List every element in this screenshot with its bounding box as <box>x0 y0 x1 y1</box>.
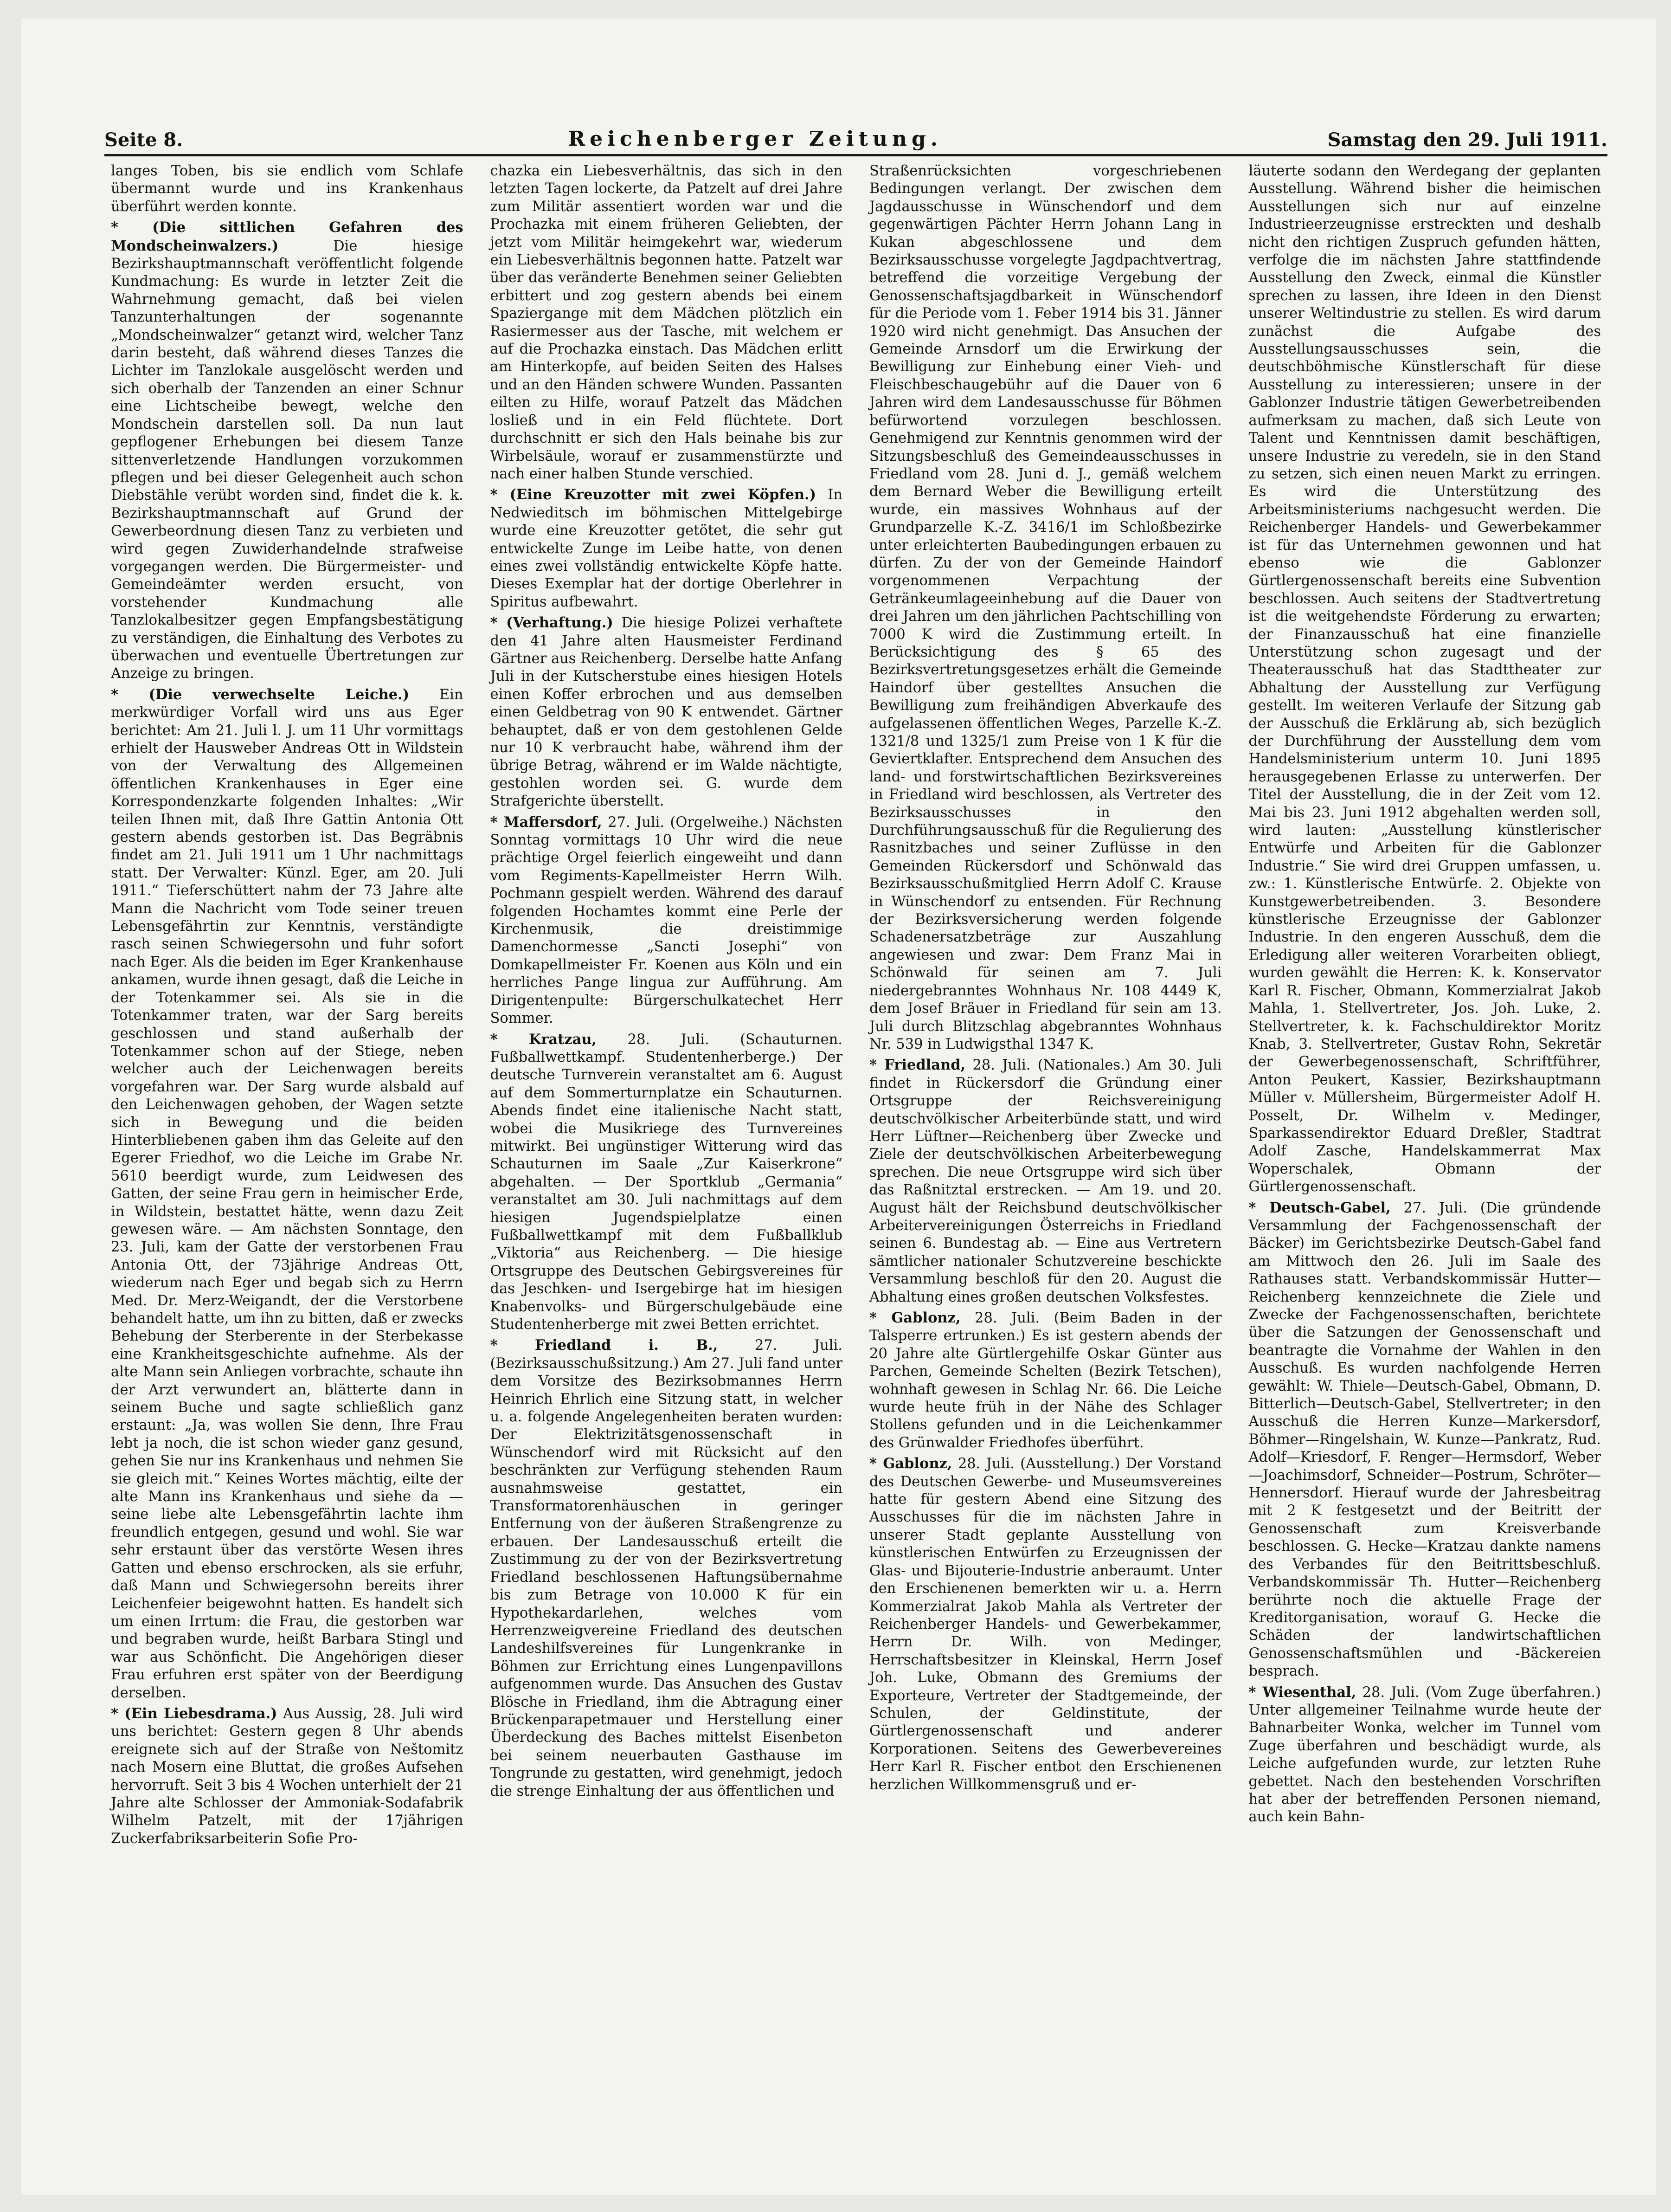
article-paragraph <box>490 162 843 483</box>
text-columns <box>104 162 1607 2172</box>
article <box>1249 162 1601 1196</box>
article-paragraph <box>1249 1683 1601 1826</box>
page-number: Seite 8. <box>104 129 183 151</box>
article <box>111 162 463 216</box>
article-text: 27. Juli. (Orgelweihe.) Nächsten Sonntag vormittags 10 Uhr wird die neue prächtige Orgel feierlich eingeweiht und dann vom Regiments-Kapellmeister Herrn Wilh. Pochmann gespielt werden. Während des darauf folgenden Hochamtes kommt eine Perle der Kirchenmusik, die dreistimmige Damenchormesse „Sancti Josephi“ von Domkapellmeister Fr. Koenen aus Köln und ein herrliches Pange lingua zur Aufführung. Am Dirigentenpulte: Bürgerschulkatechet Herr Sommer. <box>490 814 842 1027</box>
article <box>490 1336 843 1800</box>
article-text: Ein merkwürdiger Vorfall wird uns aus Eger berichtet: Am 21. Juli l. J. um 11 Uhr vormittags erhielt der Hausweber Andreas Ott in Wildstein von der Verwaltung des Allgemeinen öffentlichen Krankenhauses in Eger eine Korrespondenzkarte folgenden Inhaltes: „Wir teilen Ihnen mit, daß Ihre Gattin Antonia Ott gestern abends gestorben ist. Das Begräbnis findet am 21. Juli 1911 um 1 Uhr nachmittags statt. Der Verwalter: Künzl. Eger, am 20. Juli 1911.“ Tieferschüttert nahm der 73 Jahre alte Mann die Nachricht vom Tode seiner treuen Lebensgefährtin zur Kenntnis, verständigte rasch seinen Schwiegersohn und fuhr sofort nach Eger. Als die beiden im Eger Krankenhause ankamen, wurde ihnen gesagt, daß die Leiche in der Totenkammer sei. Als sie in die Totenkammer traten, war der Sarg bereits geschlossen und stand außerhalb der Totenkammer schon auf der Stiege, neben welcher auch der Leichenwagen bereits vorgefahren war. Der Sarg wurde alsbald auf den Leichenwagen gehoben, der Wagen setzte sich in Bewegung und die beiden Hinterbliebenen gaben ihm das Geleite auf den Egerer Friedhof, wo die Leiche im Grabe Nr. 5610 beerdigt wurde, zum Leidwesen des Gatten, der seine Frau gern in heimischer Erde, in Wildstein, bestattet hätte, wenn dazu Zeit gewesen wäre. — Am nächsten Sonntage, den 23. Juli, kam der Gatte der verstorbenen Frau Antonia Ott, der 73jährige Andreas Ott, wiederum nach Eger und begab sich zu Herrn Med. Dr. Merz-Weigandt, der die Verstorbene behandelt hatte, um ihn zu bitten, daß er zwecks Behebung der Sterberente in der Sterbekasse eine Krankheitsgeschichte aufnehme. Als der alte Mann sein Anliegen vorbrachte, schaute ihn der Arzt verwundert an, blätterte dann in seinem Buche und sagte schließlich ganz erstaunt: „Ja, was wollen Sie denn, Ihre Frau lebt ja noch, die ist schon wieder ganz gesund, gehen Sie nur ins Krankenhaus und nehmen Sie sie gleich mit.“ Keines Wortes mächtig, eilte der alte Mann ins Krankenhaus und siehe da — seine liebe alte Lebensgefährtin lachte ihm freundlich entgegen, gesund und wohl. Sie war sehr erstaunt über das verstörte Wesen ihres Gatten und ebenso erschrocken, als sie erfuhr, daß Mann und Schwiegersohn bereits ihrer Leichenfeier beigewohnt hatten. Es handelt sich um einen Irrtum: die Frau, die gestorben war und begraben wurde, heißt Barbara Stingl und war aus Schönficht. Die Angehörigen dieser Frau erfuhren erst später von der Beerdigung derselben. <box>111 686 463 1701</box>
article-heading: * Friedland i. B., <box>490 1337 718 1354</box>
article-heading: * Kratzau, <box>490 1031 597 1048</box>
article-paragraph <box>111 219 463 683</box>
article <box>490 486 843 611</box>
article <box>1249 1683 1601 1826</box>
article <box>869 1455 1222 1794</box>
article-text: Straßenrücksichten vorgeschriebenen Bedingungen verlangt. Der zwischen dem Jagdausschusse in Wünschendorf und dem gegenwärtigen Pächter Herrn Johann Lang in Kukan abgeschlossene und dem Bezirksausschusse vorgelegte Jagdpachtvertrag, betreffend die vorzeitige Vergebung der Genossenschaftsjagdbarkeit in Wünschendorf für die Periode vom 1. Feber 1914 bis 31. Jänner 1920 wird nicht genehmigt. Das Ansuchen der Gemeinde Arnsdorf um die Erwirkung der Bewilligung zur Einhebung einer Vieh- und Fleischbeschaugebühr auf die Dauer von 6 Jahren wird dem Landesausschusse für Böhmen befürwortend vorzulegen beschlossen. Genehmigend zur Kenntnis genommen wird der Sitzungsbeschluß des Gemeindeausschusses in Friedland vom 28. Juni d. J., gemäß welchem dem Bernard Weber die Bewilligung erteilt wurde, ein massives Wohnhaus auf der Grundparzelle K.-Z. 3416/1 im Schloßbezirke unter erleichterten Baubedingungen erbauen zu dürfen. Zu der von der Gemeinde Haindorf vorgenommenen Verpachtung der Getränkeumlageeinhebung auf die Dauer von drei Jahren um den jährlichen Pachtschilling von 7000 K wird die Zustimmung erteilt. In Berücksichtigung des § 65 des Bezirksvertretungsgesetzes erhält die Gemeinde Haindorf über gestelltes Ansuchen die Bewilligung zum freihändigen Abverkaufe des aufgelassenen öffentlichen Weges, Parzelle K.-Z. 1321/8 und 1325/1 zum Preise von 1 K für die Geviertklafter. Entsprechend dem Ansuchen des land- und forstwirtschaftlichen Bezirksvereines in Friedland wird beschlossen, als Vertreter des Bezirksausschusses in den Durchführungsausschuß für die Regulierung des Rasnitzbaches und seiner Zuflüsse in den Gemeinden Rückersdorf und Schönwald das Bezirksausschußmitglied Herrn Adolf C. Krause in Wünschendorf zu entsenden. Für Rechnung der Bezirksversicherung werden folgende Schadenersatzbeträge zur Auszahlung angewiesen und zwar: Dem Franz Mai in Schönwald für seinen am 7. Juli niedergebranntes Wohnhaus Nr. 108 4449 K, dem Josef Bräuer in Friedland für sein am 13. Juli durch Blitzschlag abgebranntes Wohnhaus Nr. 539 in Ludwigsthal 1347 K. <box>869 163 1222 1052</box>
article-text: Die hiesige Bezirkshauptmannschaft veröffentlicht folgende Kundmachung: Es wurde in letzter Zeit die Wahrnehmung gemacht, daß bei vielen Tanzunterhaltungen der sogenannte „Mondscheinwalzer“ getanzt wird, welcher Tanz darin besteht, daß während dieses Tanzes die Lichter im Tanzlokale ausgelöscht werden und sich oberhalb der Tanzenden an einer Schnur eine Lichtscheibe bewegt, welche den Mondschein darstellen soll. Da nun laut gepflogener Erhebungen bei diesem Tanze sittenverletzende Handlungen vorzukommen pflegen und bei dieser Gelegenheit auch schon Diebstähle verübt worden sind, findet die k. k. Bezirkshauptmannschaft auf Grund der Gewerbeordnung diesen Tanz zu verbieten und wird gegen Zuwiderhandelnde strafweise vorgegangen werden. Die Bürgermeister- und Gemeindeämter werden ersucht, von vorstehender Kundmachung alle Tanzlokalbesitzer gegen Empfangsbestätigung zu verständigen, die Einhaltung des Verbotes zu überwachen und eventuelle Übertretungen zur Anzeige zu bringen. <box>111 238 463 682</box>
column-3 <box>863 162 1228 2172</box>
article-heading: * Gablonz, <box>869 1309 961 1326</box>
article-text: Die hiesige Polizei verhaftete den 41 Jahre alten Hausmeister Ferdinand Gärtner aus Reichenberg. Derselbe hatte Anfang Juli in der Kutscherstube eines hiesigen Hotels einen Koffer erbrochen und aus demselben einen Geldbetrag von 90 K entwendet. Gärtner behauptet, daß er von dem gestohlenen Gelde nur 10 K verbraucht habe, während ihm der übrige Betrag, während er im Walde nächtigte, gestohlen worden sei. G. wurde dem Strafgerichte überstellt. <box>490 615 842 810</box>
article-heading: * Wiesenthal, <box>1248 1683 1356 1701</box>
article <box>869 1056 1222 1306</box>
article <box>1249 1199 1601 1681</box>
article-paragraph <box>490 614 843 810</box>
article-paragraph <box>1249 162 1601 1196</box>
column-1 <box>104 162 470 2172</box>
article-text: 27. Juli. (Bezirksausschußsitzung.) Am 27. Juli fand unter dem Vorsitze des Bezirksobmannes Herrn Heinrich Ehrlich eine Sitzung statt, in welcher u. a. folgende Angelegenheiten beraten wurden: Der Elektrizitätsgenossenschaft in Wünschendorf wird mit Rücksicht auf den beschränkten zur Verfügung stehenden Raum ausnahmsweise gestattet, ein Transformatorenhäuschen in geringer Entfernung von der äußeren Straßengrenze zu erbauen. Der Landesausschuß erteilt die Zustimmung zu der von der Bezirksvertretung Friedland beschlossenen Haftungsübernahme bis zum Betrage von 10.000 K für ein Hypothekardarlehen, welches vom Herrenzweigvereine Friedland des deutschen Landeshilfsvereines für Lungenkranke in Böhmen zur Errichtung eines Lungenpavillons aufgenommen wurde. Das Ansuchen des Gustav Blösche in Friedland, ihm die Abtragung einer Brückenparapetmauer und Herstellung einer Überdeckung des Baches mittelst Eisenbeton bei seinem neuerbauten Gasthause im Tongrunde zu gestatten, wird genehmigt, jedoch die strenge Einhaltung der aus öffentlichen und <box>490 1337 842 1799</box>
article <box>490 1031 843 1334</box>
article-paragraph <box>111 162 463 216</box>
page-header <box>104 118 1607 151</box>
article-text: 28. Juli. (Beim Baden in der Talsperre ertrunken.) Es ist gestern abends der 20 Jahre alte Gürtlergehilfe Oskar Günter aus Parchen, Gemeinde Schelten (Bezirk Tetschen), wohnhaft gewesen in Schlag Nr. 66. Die Leiche wurde heute früh in der Nähe des Schlager Stollens gefunden und in die Leichenkammer des Grünwalder Friedhofes überführt. <box>869 1310 1222 1451</box>
article-paragraph <box>490 813 843 1028</box>
issue-date: Samstag den 29. Juli 1911. <box>1327 129 1607 151</box>
article-text: läuterte sodann den Werdegang der geplanten Ausstellung. Während bisher die heimischen Ausstellungen sich nur auf einzelne Industrieerzeugnisse erstreckten und deshalb nicht den richtigen Zuspruch gefunden hätten, verfolge die im nächsten Jahre stattfindende Ausstellung den Zweck, einmal die Künstler sprechen zu lassen, ihre Ideen in den Dienst unserer Weltindustrie zu stellen. Es wird darum zunächst die Aufgabe des Ausstellungsausschusses sein, die deutschböhmische Künstlerschaft für diese Ausstellung zu interessieren; unsere in der Gablonzer Industrie tätigen Gewerbetreibenden aufmerksam zu machen, daß sich Leute von Talent und Kenntnissen damit beschäftigen, unsere Industrie zu veredeln, sie in den Stand zu setzen, sich einen neuen Markt zu erringen. Es wird die Unterstützung des Arbeitsministeriums nachgesucht werden. Die Reichenberger Handels- und Gewerbekammer ist für das Unternehmen gewonnen und hat ebenso wie die Gablonzer Gürtlergenossenschaft bereits eine Subvention beschlossen. Auch seitens der Stadtvertretung ist die weitgehendste Förderung zu erwarten; der Finanzausschuß hat eine finanzielle Unterstützung schon zugesagt und der Theaterausschuß hat das Stadttheater zur Abhaltung der Ausstellung zur Verfügung gestellt. Im weiteren Verlaufe der Sitzung gab der Ausschuß die Erklärung ab, sich bezüglich der Durchführung der Ausstellung dem vom Handelsministerium unterm 10. Juni 1895 herausgegebenen Erlasse zu unterwerfen. Der Titel der Ausstellung, die in der Zeit vom 12. Mai bis 23. Juni 1912 abgehalten werden soll, wird lauten: „Ausstellung künstlerischer Entwürfe und Arbeiten für die Gablonzer Industrie.“ Sie wird drei Gruppen umfassen, u. zw.: 1. Künstlerische Entwürfe. 2. Objekte von Kunstgewerbetreibenden. 3. Besondere künstlerische Erzeugnisse der Gablonzer Industrie. In den engeren Ausschuß, dem die Erledigung aller weiteren Vorarbeiten obliegt, wurden gewählt die Herren: K. k. Konservator Karl R. Fischer, Obmann, Kommerzialrat Jakob Mahla, 1. Stellvertreter, Jos. Joh. Luke, 2. Stellvertreter, k. k. Fachschuldirektor Moritz Knab, 3. Stellvertreter, Gustav Rohn, Sekretär der Gewerbegenossenschaft, Schriftführer, Anton Peukert, Kassier, Bezirkshauptmann Müller v. Müllersheim, Bürgermeister Adolf H. Posselt, Dr. Wilhelm v. Medinger, Sparkassendirektor Eduard Dreßler, Stadtrat Adolf Zasche, Handelskammerrat Max Woperschalek, Obmann der Gürtlergenossenschaft. <box>1248 163 1601 1195</box>
article-text: 28. Juli. (Schauturnen. Fußballwettkampf. Studentenherberge.) Der deutsche Turnverein veranstaltet am 6. August auf dem Sommerturnplatze ein Schauturnen. Abends findet eine italienische Nacht statt, wobei die Musikriege des Turnvereines mitwirkt. Bei ungünstiger Witterung wird das Schauturnen im Saale „Zur Kaiserkrone“ abgehalten. — Der Sportklub „Germania“ veranstaltet am 30. Juli nachmittags auf dem hiesigen Jugendspielplatze einen Fußballwettkampf mit dem Fußballklub „Viktoria“ aus Reichenberg. — Die hiesige Ortsgruppe des Deutschen Gebirgsvereines für das Jeschken- und Isergebirge hat im hiesigen Knabenvolks- und Bürgerschulgebäude eine Studentenherberge mit zwei Betten errichtet. <box>490 1031 842 1333</box>
article-heading: * (Die sittlichen Gefahren des Mondscheinwalzers.) <box>111 219 463 254</box>
newspaper-title: Reichenberger Zeitung. <box>568 127 943 151</box>
article-heading: * (Eine Kreuzotter mit zwei Köpfen.) <box>490 486 816 503</box>
article-text: chazka ein Liebesverhältnis, das sich in den letzten Tagen lockerte, da Patzelt auf drei Jahre zum Militär assentiert worden war und die Prochazka mit einem früheren Geliebten, der jetzt vom Militär heimgekehrt war, wiederum ein Liebesverhältnis begonnen hatte. Patzelt war über das veränderte Benehmen seiner Geliebten erbittert und zog gestern abends bei einem Spaziergange mit dem Mädchen plötzlich ein Rasiermesser aus der Tasche, mit welchem er auf die Prochazka einstach. Das Mädchen erlitt am Hinterkopfe, auf beiden Seiten des Halses und an den Händen schwere Wunden. Passanten eilten zu Hilfe, worauf Patzelt das Mädchen losließ und in ein Feld flüchtete. Dort durchschnitt er sich den Hals beinahe bis zur Wirbelsäule, worauf er zusammenstürzte und nach einer halben Stunde verschied. <box>490 163 842 482</box>
article-heading: * Maffersdorf, <box>490 813 602 831</box>
article-paragraph <box>869 1309 1222 1452</box>
article-paragraph <box>869 162 1222 1053</box>
article-heading: * (Die verwechselte Leiche.) <box>111 686 410 703</box>
article-paragraph <box>490 1336 843 1800</box>
article <box>111 686 463 1702</box>
article <box>869 162 1222 1053</box>
article <box>111 219 463 683</box>
article-text: langes Toben, bis sie endlich vom Schlafe übermannt wurde und ins Krankenhaus überführt werden konnte. <box>111 163 463 215</box>
article <box>490 614 843 810</box>
article-text: Aus Aussig, 28. Juli wird uns berichtet: Gestern gegen 8 Uhr abends ereignete sich auf der Straße von Neštomitz nach Mosern eine Bluttat, die großes Aufsehen hervorruft. Seit 3 bis 4 Wochen unterhielt der 21 Jahre alte Schlosser der Ammoniak-Sodafabrik Wilhelm Patzelt, mit der 17jährigen Zuckerfabriksarbeiterin Sofie Pro- <box>111 1705 463 1847</box>
article-text: 27. Juli. (Die gründende Versammlung der Fachgenossenschaft der Bäcker) im Gerichtsbezirke Deutsch-Gabel fand am Mittwoch den 26. Juli im Saale des Rathauses statt. Verbandskommissär Hutter—Reichenberg kennzeichnete die Ziele und Zwecke der Fachgenossenschaften, berichtete über die Satzungen der Genossenschaft und beantragte die Vornahme der Wahlen in den Ausschuß. Es wurden nachfolgende Herren gewählt: W. Thiele—Deutsch-Gabel, Obmann, D. Bitterlich—Deutsch-Gabel, Stellvertreter; in den Ausschuß die Herren Kunze—Markersdorf, Böhmer—Ringelshain, W. Kunze—Pankratz, Rud. Adolf—Kriesdorf, F. Renger—Hermsdorf, Weber—Joachimsdorf, Schneider—Postrum, Schröter—Hennersdorf. Hierauf wurde der Jahresbeitrag mit 2 K festgesetzt und der Beitritt der Genossenschaft zum Kreisverbande beschlossen. G. Hecke—Kratzau dankte namens des Verbandes für den Beitrittsbeschluß. Verbandskommissär Th. Hutter—Reichenberg berührte noch die aktuelle Frage der Kreditorganisation, worauf G. Hecke die Schäden der landwirtschaftlichen Genossenschaftsmühlen und -Bäckereien besprach. <box>1248 1200 1601 1680</box>
article <box>869 1309 1222 1452</box>
article-paragraph <box>490 1031 843 1334</box>
article <box>111 1705 463 1848</box>
article-text: In Nedwieditsch im böhmischen Mittelgebirge wurde eine Kreuzotter getötet, die sehr gut entwickelte Zunge im Leibe hatte, von denen eines zwei vollständig entwickelte Köpfe hatte. Dieses Exemplar hat der dortige Oberlehrer in Spiritus aufbewahrt. <box>490 487 842 610</box>
article-paragraph <box>1249 1199 1601 1681</box>
article-text: 28. Juli. (Vom Zuge überfahren.) Unter allgemeiner Teilnahme wurde heute der Bahnarbeiter Wonka, welcher im Tunnel vom Zuge überfahren und beschädigt wurde, als Leiche aufgefunden wurde, zur letzten Ruhe gebettet. Nach den bestehenden Vorschriften hat aber der betreffenden Personen niemand, auch kein Bahn- <box>1248 1684 1601 1825</box>
article-heading: * Gablonz, <box>869 1455 952 1472</box>
article-text: 28. Juli. (Ausstellung.) Der Vorstand des Deutschen Gewerbe- und Museumsvereines hatte für gestern Abend eine Sitzung des Ausschusses für die im nächsten Jahre in unserer Stadt geplante Ausstellung von künstlerischen Entwürfen zu Erzeugnissen der Glas- und Bijouterie-Industrie anberaumt. Unter den Erschienenen bemerkten wir u. a. Herrn Kommerzialrat Jakob Mahla als Vertreter der Reichenberger Handels- und Gewerbekammer, Herrn Dr. Wilh. von Medinger, Herrschaftsbesitzer in Kleinskal, Herrn Josef Joh. Luke, Obmann des Gremiums der Exporteure, Vertreter der Stadtgemeinde, der Schulen, der Geldinstitute, der Gürtlergenossenschaft und anderer Korporationen. Seitens des Gewerbevereines Herr Karl R. Fischer entbot den Erschienenen herzlichen Willkommensgruß und er- <box>869 1456 1222 1793</box>
article <box>490 162 843 483</box>
article-paragraph <box>869 1455 1222 1794</box>
column-4 <box>1242 162 1608 2172</box>
article-text: 28. Juli. (Nationales.) Am 30. Juli findet in Rückersdorf die Gründung einer Ortsgruppe der Reichsvereinigung deutschvölkischer Arbeiterbünde statt, und wird Herr Lüftner—Reichenberg über Zwecke und Ziele der deutschvölkischen Arbeiterbewegung sprechen. Die neue Ortsgruppe wird sich über das Raßnitztal erstrecken. — Am 19. und 20. August hält der Reichsbund deutschvölkischer Arbeitervereinigungen Österreichs in Friedland seinen 6. Bundestag ab. — Eine aus Vertretern sämtlicher nationaler Schutzvereine beschickte Versammlung beschloß für den 20. August die Abhaltung eines großen deutschen Volksfestes. <box>869 1057 1222 1305</box>
article-heading: * (Ein Liebesdrama.) <box>111 1705 277 1722</box>
article-paragraph <box>490 486 843 611</box>
article-paragraph <box>111 1705 463 1848</box>
header-rule <box>104 154 1607 156</box>
article-heading: * Friedland, <box>869 1057 966 1074</box>
article-heading: * (Verhaftung.) <box>490 614 613 632</box>
article-paragraph <box>111 686 463 1702</box>
article <box>490 813 843 1028</box>
article-heading: * Deutsch-Gabel, <box>1248 1199 1391 1216</box>
article-paragraph <box>869 1056 1222 1306</box>
column-2 <box>484 162 849 2172</box>
newspaper-page <box>21 19 1656 2195</box>
